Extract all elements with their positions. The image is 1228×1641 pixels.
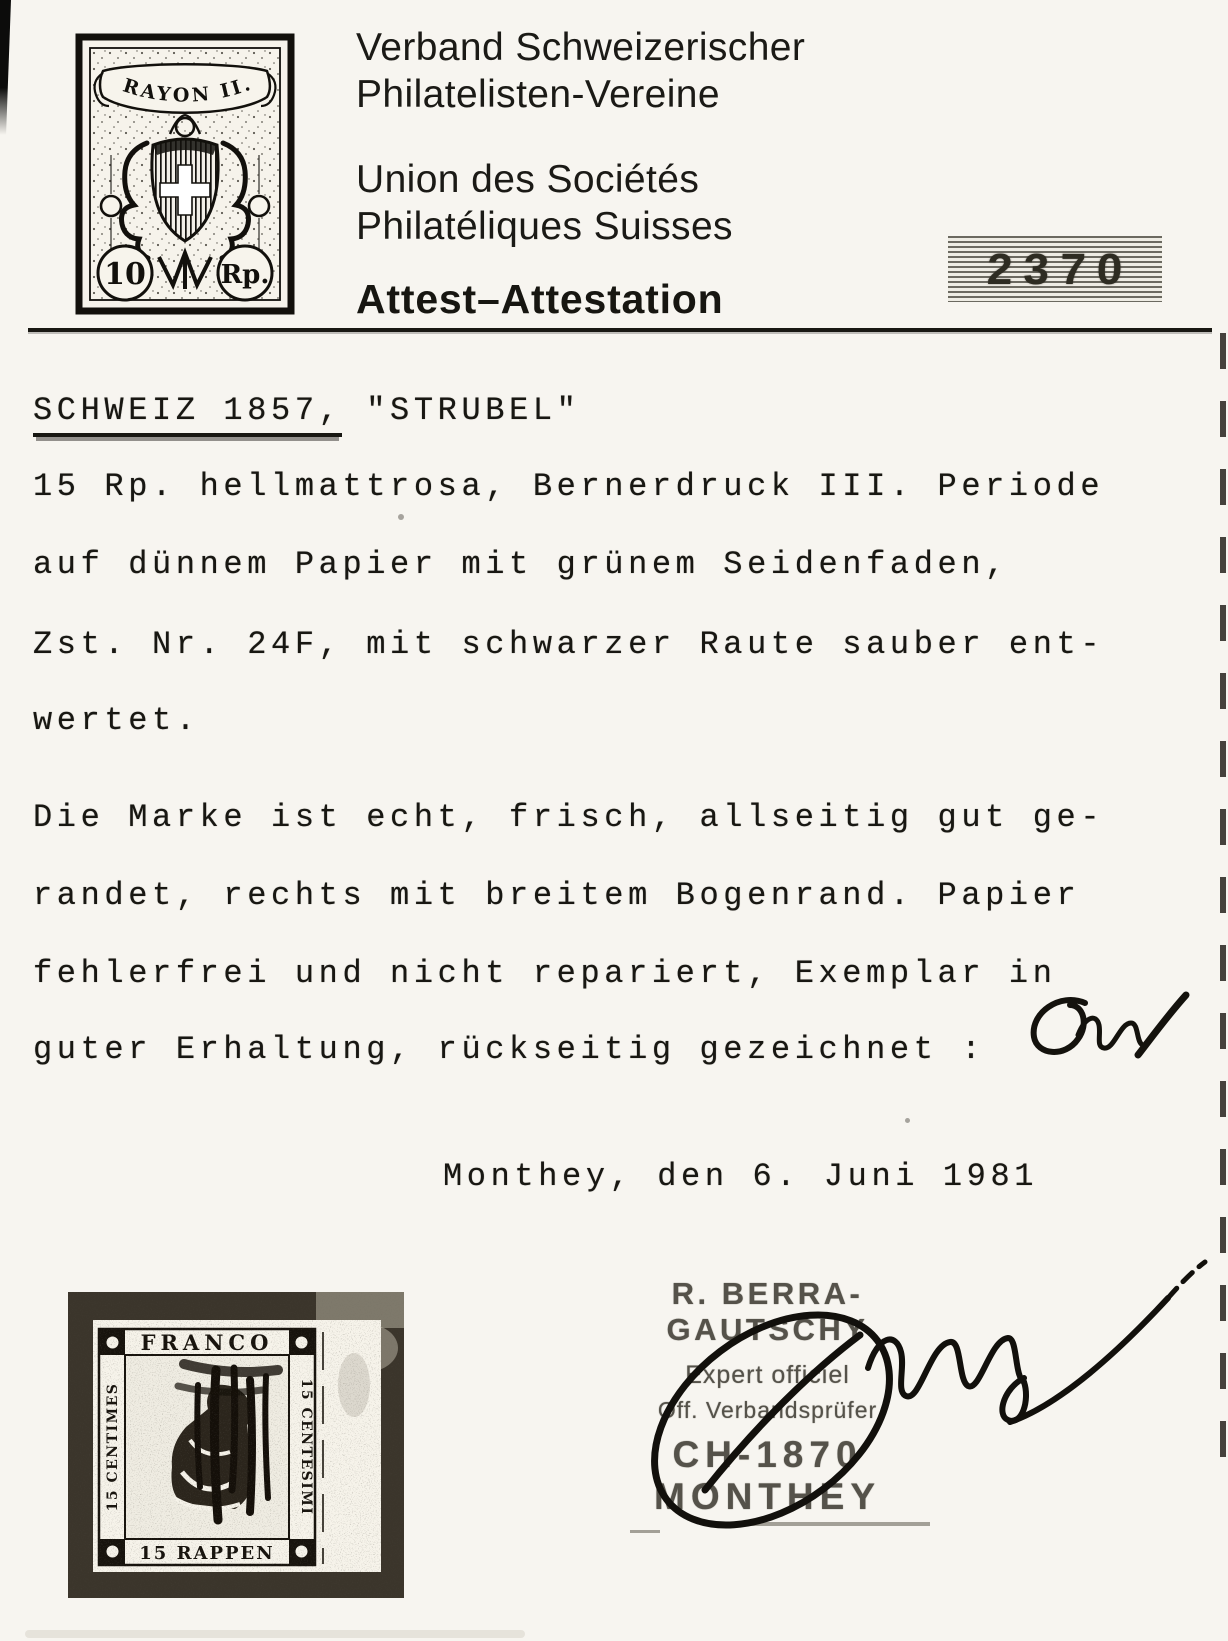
certificate-number [948,236,1162,302]
scan-edge-artifact-right [1220,333,1226,1458]
org-de-line1: Verband Schweizerischer [356,26,806,69]
body-line: Zst. Nr. 24F, mit schwarzer Raute sauber ent- [33,626,1105,663]
body-line: 15 Rp. hellmattrosa, Bernerdruck III. Periode [33,468,1105,505]
body-line: auf dünnem Papier mit grünem Seidenfaden, [33,546,1009,583]
heading-underlined: SCHWEIZ 1857, [33,392,342,437]
certificate-number-value: 2370 [986,244,1135,294]
scan-speck [905,1118,910,1123]
expert-role-german: Off. Verbandsprüfer [657,1397,878,1423]
scan-speck [372,816,377,821]
document-title: Attest–Attestation [356,276,724,322]
stamp-photograph [66,1290,406,1602]
heading-rest: "STRUBEL" [342,392,581,429]
scan-bottom-artifact [25,1630,525,1638]
body-line: wertet. [33,702,200,739]
org-name-german [356,24,805,118]
expert-role-french: Expert officiel [685,1361,850,1389]
body-line: randet, rechts mit breitem Bogenrand. Papier [33,877,1081,914]
verso-mark-signature [990,975,1220,1075]
org-name-french [356,156,733,250]
scan-edge-artifact-left [0,0,11,135]
body-line: guter Erhaltung, rückseitig gezeichnet : [33,1031,986,1068]
org-fr-line2: Philatéliques Suisses [356,205,733,248]
banner-text: RAYON II. [120,72,256,107]
body-line: fehlerfrei und nicht repariert, Exemplar in [33,955,1057,992]
dateline: Monthey, den 6. Juni 1981 [443,1158,1039,1195]
body-heading [33,392,580,429]
scan-speck [398,514,404,520]
expert-name: R. BERRA-GAUTSCHY [666,1276,869,1347]
expert-address: CH-1870 MONTHEY [654,1434,881,1517]
stamp-value: 10 [104,257,146,292]
org-fr-line1: Union des Sociétés [356,158,700,201]
expert-signature [560,1240,1228,1560]
header-divider-line [28,328,1212,332]
rayon-ii-stamp-engraving [75,33,295,315]
body-line: Die Marke ist echt, frisch, allseitig gut ge- [33,799,1105,836]
stamp-currency: Rp. [220,260,270,290]
org-de-line2: Philatelisten-Vereine [356,73,720,116]
